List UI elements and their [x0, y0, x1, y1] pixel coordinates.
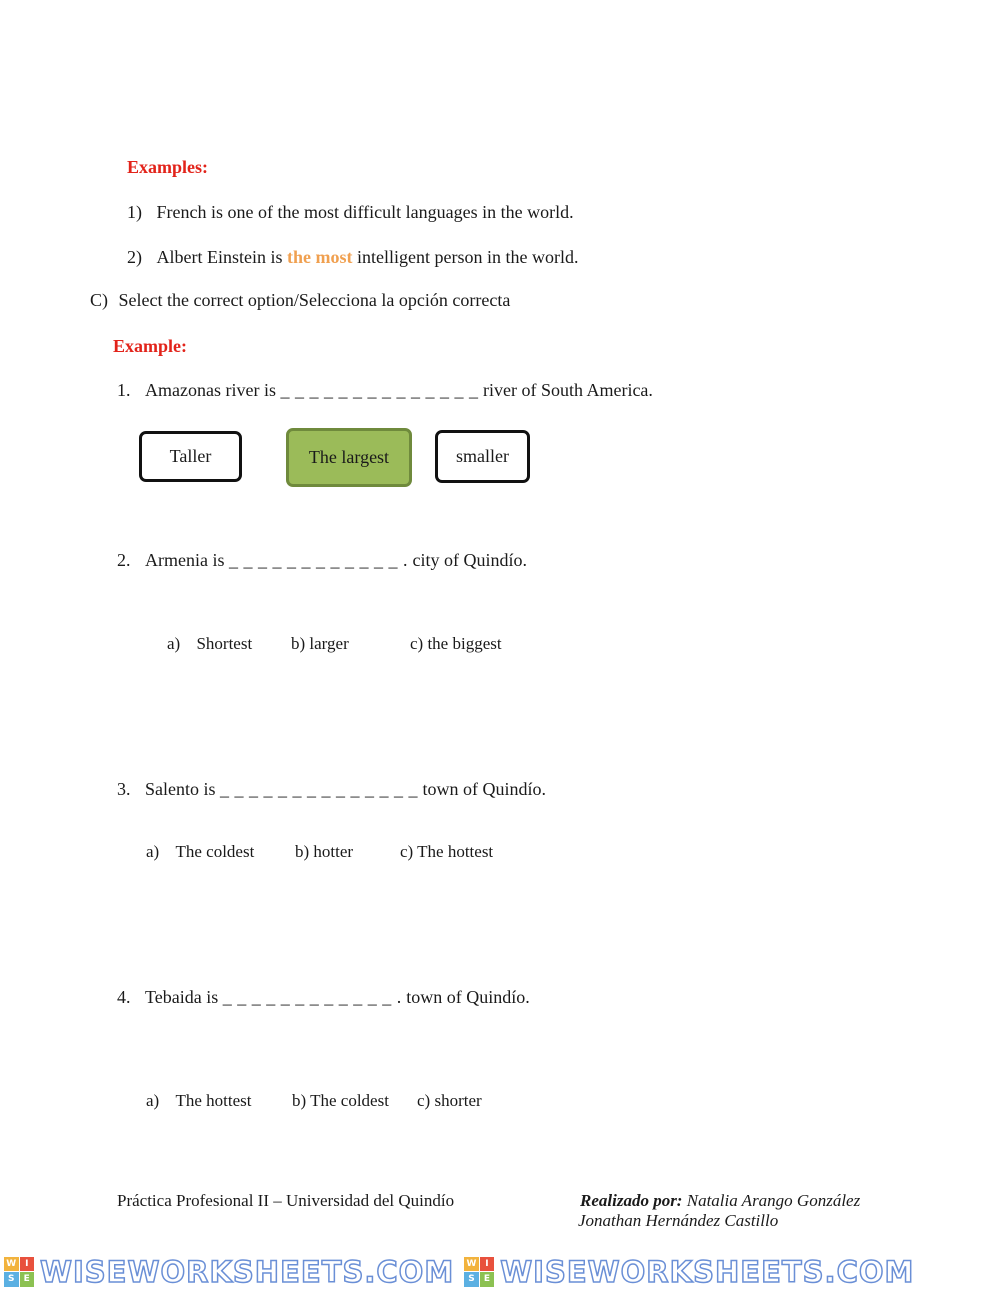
question-2: [117, 550, 527, 571]
option-smaller[interactable]: [435, 430, 530, 483]
question-text-before: Armenia is: [145, 550, 229, 570]
example-text-after: intelligent person in the world.: [352, 247, 579, 267]
logo-letter: S: [4, 1272, 19, 1287]
option-marker: a): [167, 634, 181, 653]
example-sentence-2: [127, 247, 578, 268]
answer-blank[interactable]: _ _ _ _ _ _ _ _ _ _ _ _ .: [228, 550, 408, 570]
logo-letter: S: [464, 1272, 479, 1287]
q3-option-b[interactable]: b) hotter: [295, 842, 354, 861]
logo-letter: W: [464, 1257, 479, 1272]
credit-label: Realizado por:: [580, 1191, 683, 1210]
logo-letter: W: [4, 1257, 19, 1272]
watermark-text: WISEWORKSHEETS.COM: [500, 1254, 915, 1289]
option-marker: a): [146, 1091, 160, 1110]
footer-credits-line-2: Jonathan Hernández Castillo: [578, 1211, 779, 1230]
example-text: French is one of the most difficult languages in the world.: [156, 202, 574, 222]
author-name: Natalia Arango González: [686, 1191, 861, 1210]
highlighted-superlative: the most: [286, 247, 353, 267]
footer-credits-line-1: [580, 1191, 860, 1211]
option-text: Shortest: [196, 634, 253, 653]
option-marker: a): [146, 842, 160, 861]
question-1: [117, 380, 653, 401]
footer-course: Práctica Profesional II – Universidad del Quindío: [117, 1191, 455, 1210]
question-text-after: town of Quindío.: [418, 779, 546, 799]
question-text-after: town of Quindío.: [401, 987, 530, 1007]
examples-heading: Examples:: [127, 157, 208, 177]
section-label: C): [90, 290, 108, 310]
logo-letter: E: [20, 1272, 35, 1287]
watermark-banner: [0, 1252, 1000, 1291]
logo-letter: E: [480, 1272, 495, 1287]
option-label: smaller: [456, 446, 509, 466]
wiseworksheets-logo-icon: [464, 1257, 494, 1287]
question-text-before: Amazonas river is: [145, 380, 281, 400]
q2-option-b[interactable]: b) larger: [291, 634, 349, 653]
example-number: 1): [127, 202, 142, 222]
section-c-title: [90, 290, 510, 311]
watermark-text: WISEWORKSHEETS.COM: [40, 1254, 455, 1289]
wiseworksheets-logo-icon: [4, 1257, 34, 1287]
option-label: Taller: [169, 446, 212, 466]
question-number: 1.: [117, 380, 131, 400]
q4-option-a[interactable]: [146, 1091, 251, 1111]
logo-letter: I: [20, 1257, 35, 1272]
q4-option-b[interactable]: b) The coldest: [292, 1091, 389, 1110]
question-3: [117, 779, 546, 800]
option-the-largest[interactable]: [286, 428, 412, 487]
answer-blank[interactable]: _ _ _ _ _ _ _ _ _ _ _ _ _ _: [220, 779, 418, 799]
question-4: [117, 987, 530, 1008]
logo-letter: I: [480, 1257, 495, 1272]
question-text-before: Tebaida is: [145, 987, 223, 1007]
question-text-after: river of South America.: [478, 380, 653, 400]
example-number: 2): [127, 247, 142, 267]
question-number: 2.: [117, 550, 131, 570]
q2-option-a[interactable]: [167, 634, 252, 654]
example-text-before: Albert Einstein is: [156, 247, 287, 267]
question-text-after: city of Quindío.: [407, 550, 527, 570]
q3-option-c[interactable]: c) The hottest: [400, 842, 494, 861]
option-label: The largest: [308, 447, 390, 467]
option-taller[interactable]: [139, 431, 242, 482]
example-heading: Example:: [113, 336, 187, 356]
question-number: 3.: [117, 779, 131, 799]
question-text-before: Salento is: [145, 779, 220, 799]
example-sentence-1: [127, 202, 574, 223]
q4-option-c[interactable]: c) shorter: [417, 1091, 482, 1110]
option-text: The hottest: [175, 1091, 252, 1110]
q2-option-c[interactable]: c) the biggest: [410, 634, 502, 653]
option-text: The coldest: [175, 842, 255, 861]
answer-blank[interactable]: _ _ _ _ _ _ _ _ _ _ _ _ .: [222, 987, 402, 1007]
question-number: 4.: [117, 987, 131, 1007]
q3-option-a[interactable]: [146, 842, 254, 862]
answer-blank[interactable]: _ _ _ _ _ _ _ _ _ _ _ _ _ _: [280, 380, 479, 400]
section-title-text: Select the correct option/Selecciona la opción correcta: [118, 290, 511, 310]
